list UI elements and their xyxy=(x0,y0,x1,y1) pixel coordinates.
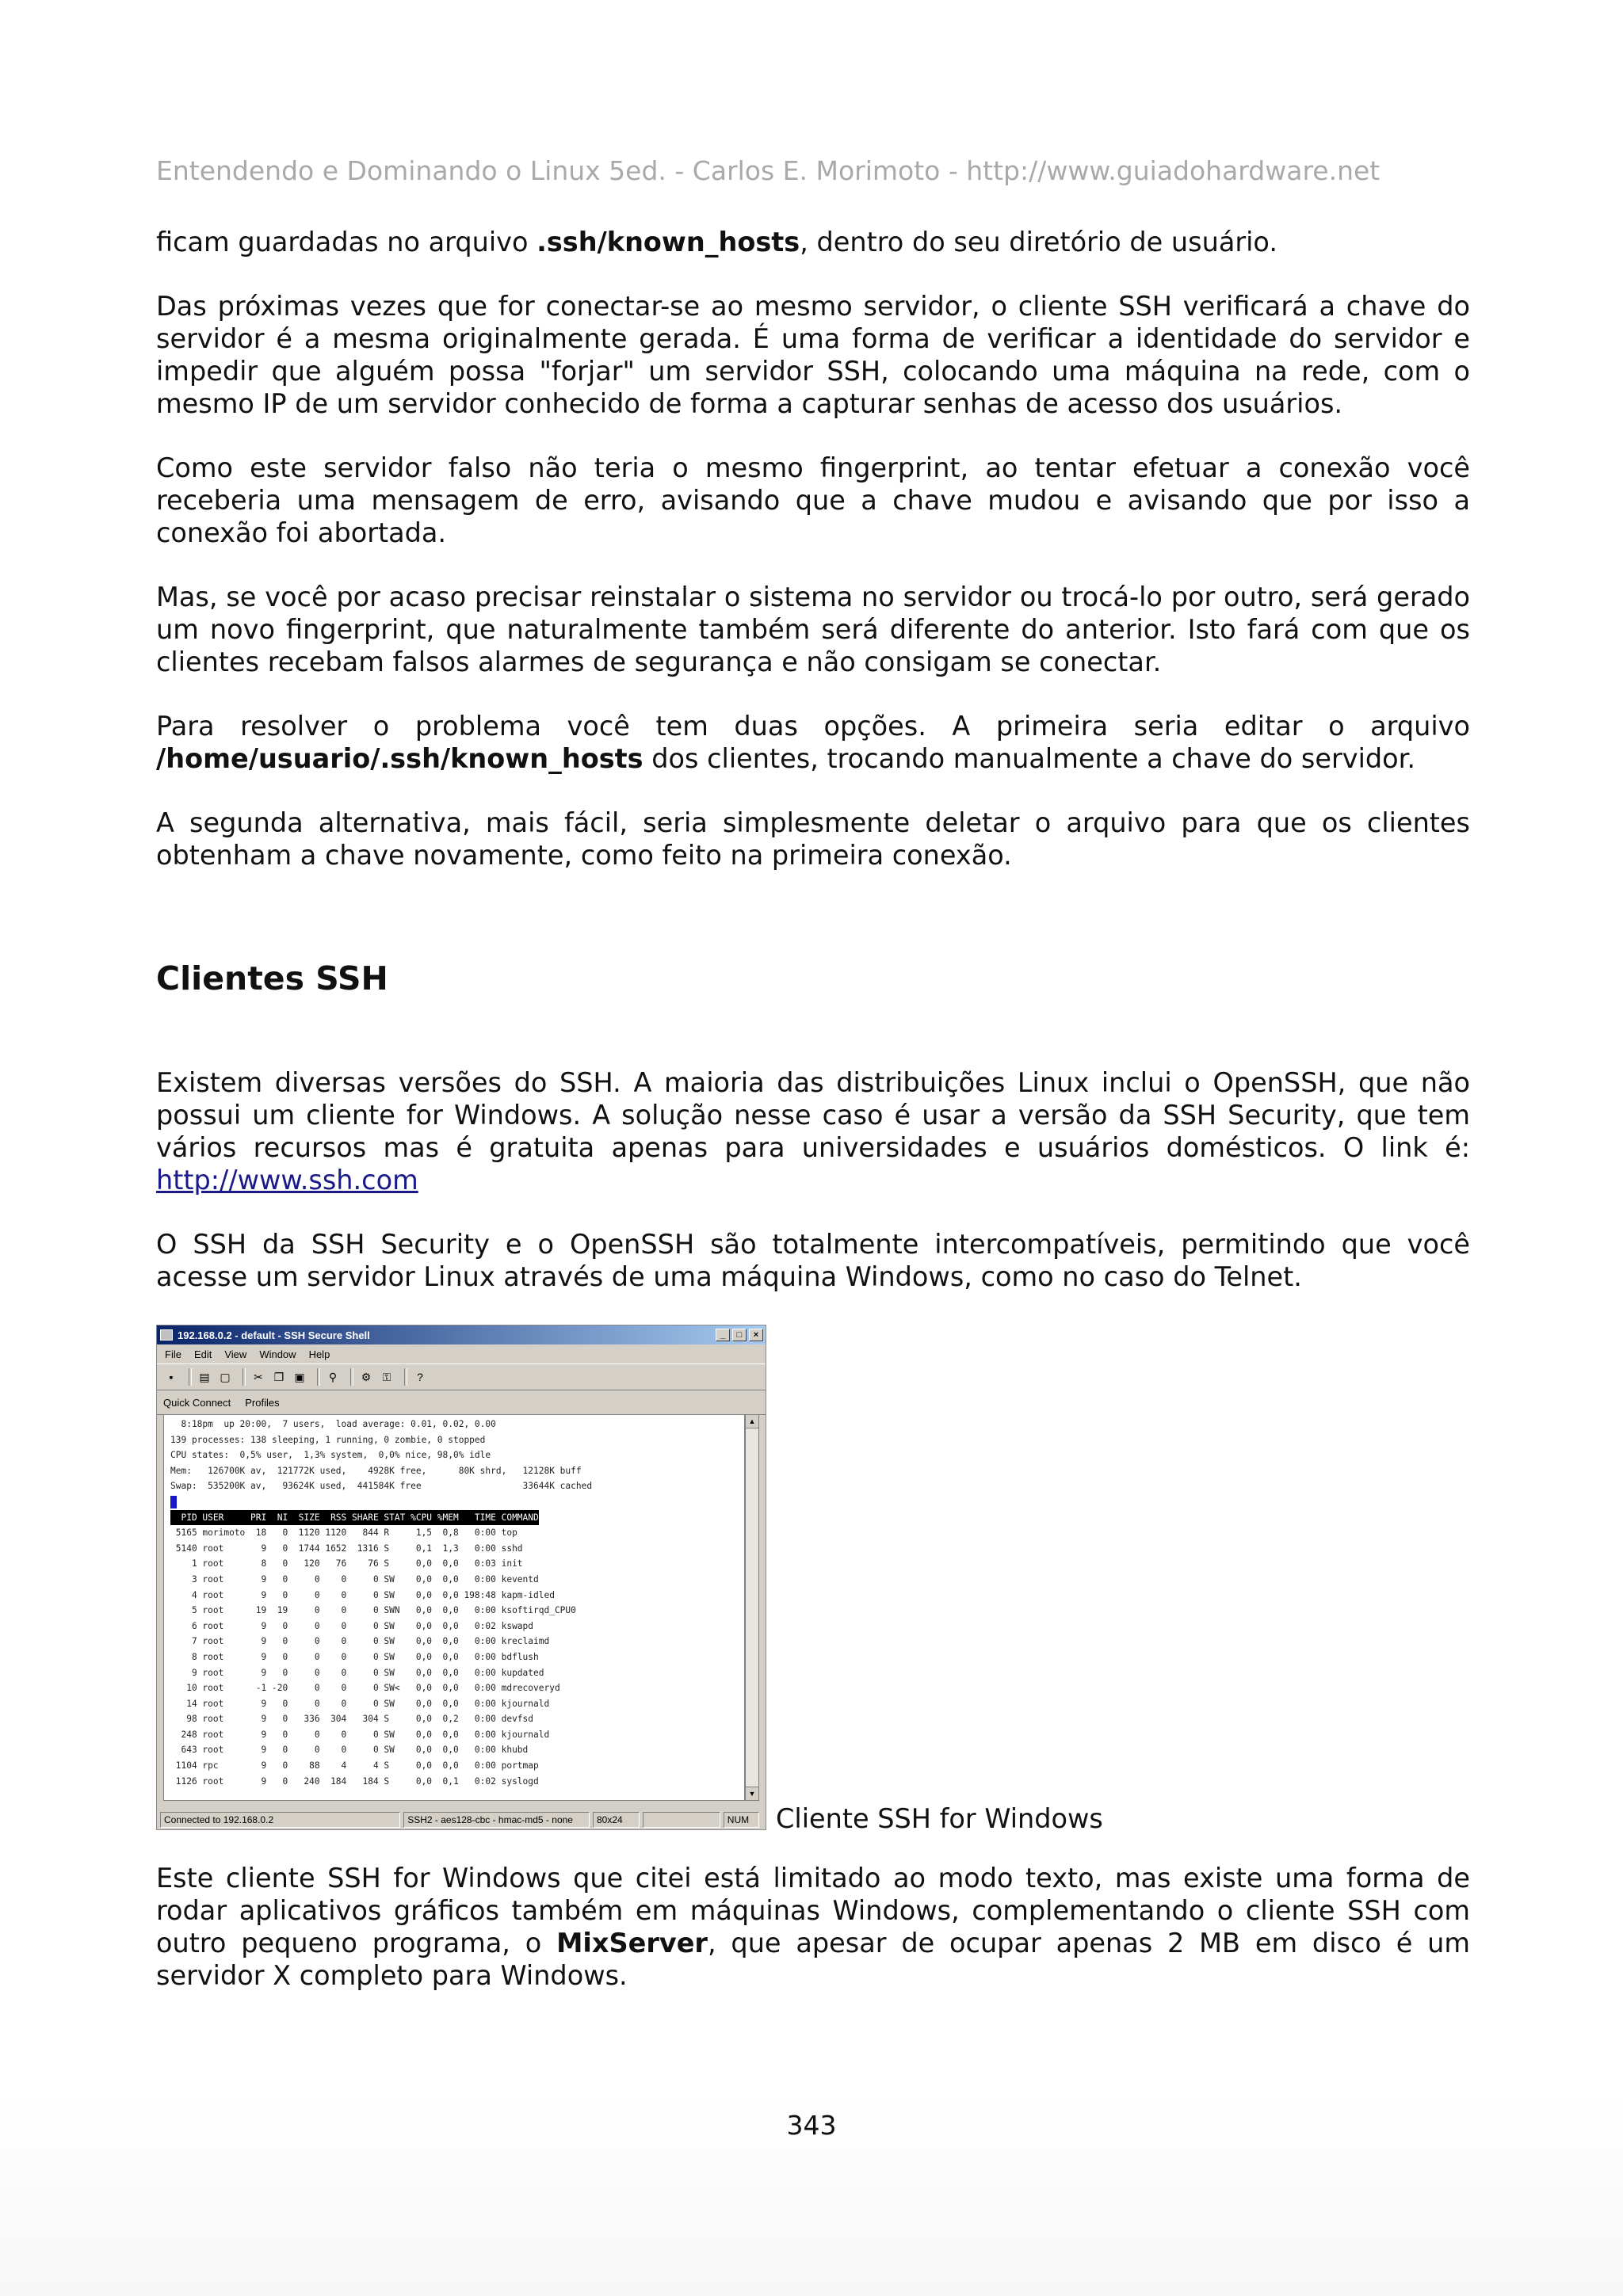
quick-connect-label: Quick Connect xyxy=(163,1396,231,1409)
terminal-cursor-line xyxy=(170,1494,744,1510)
cut-icon: ✂ xyxy=(254,1370,263,1383)
settings-icon: ⚙ xyxy=(361,1370,372,1383)
terminal-row: 9 root 9 0 0 0 0 SW 0,0 0,0 0:00 kupdated xyxy=(170,1667,544,1678)
terminal-row: 14 root 9 0 0 0 0 SW 0,0 0,0 0:00 kjournald xyxy=(170,1698,550,1709)
terminal-row: 5140 root 9 0 1744 1652 1316 S 0,1 1,3 0:00 sshd xyxy=(170,1543,523,1554)
page-number: 343 xyxy=(786,2110,837,2141)
terminal-row: 3 root 9 0 0 0 0 SW 0,0 0,0 0:00 keventd xyxy=(170,1573,539,1585)
profiles-label: Profiles xyxy=(245,1396,280,1409)
terminal-row: 1104 rpc 9 0 88 4 4 S 0,0 0,0 0:00 portmap xyxy=(170,1760,539,1772)
menu-view: View xyxy=(224,1348,247,1360)
terminal-row: 248 root 9 0 0 0 0 SW 0,0 0,0 0:00 kjournald xyxy=(170,1729,550,1740)
help-icon: ? xyxy=(417,1370,423,1383)
paragraph-2: Das próximas vezes que for conectar-se ao mesmo servidor, o cliente SSH verificará a chave do servidor é a mesma originalmente gerada. É uma forma de verificar a identidade do servidor e impedir que alguém possa "forjar" um servidor SSH, colocando uma máquina na rede, com o mesmo IP de um servidor conhecido de forma a capturar senhas de acesso dos usuários. xyxy=(156,291,1470,419)
paragraph-1: ficam guardadas no arquivo .ssh/known_hosts, dentro do seu diretório de usuário. xyxy=(156,227,1277,257)
close-icon: × xyxy=(749,1329,763,1341)
terminal-row: 1126 root 9 0 240 184 184 S 0,0 0,1 0:02 syslogd xyxy=(170,1775,539,1787)
window-statusbar xyxy=(157,1810,766,1829)
terminal-row: 5 root 19 19 0 0 0 SWN 0,0 0,0 0:00 ksoftirqd_CPU0 xyxy=(170,1605,576,1616)
cursor-icon xyxy=(170,1496,177,1508)
print-icon: ▤ xyxy=(199,1370,210,1383)
status-connected: Connected to 192.168.0.2 xyxy=(160,1812,400,1828)
terminal-row: 5165 morimoto 18 0 1120 1120 844 R 1,5 0,8 0:00 top xyxy=(170,1527,517,1539)
terminal-line: 8:18pm up 20:00, 7 users, load average: 0.01, 0.02, 0.00 xyxy=(170,1419,496,1429)
paragraph-3: Como este servidor falso não teria o mesmo fingerprint, ao tentar efetuar a conexão você receberia uma mensagem de erro, avisando que a chave mudou e avisando que por isso a conexão foi abortada. xyxy=(156,452,1470,548)
terminal-scrollbar xyxy=(745,1414,759,1801)
paragraph-5: Para resolver o problema você tem duas opções. A primeira seria editar o arquivo /home/usuario/.ssh/known_hosts dos clientes, trocando manualmente a chave do servidor. xyxy=(156,711,1470,774)
terminal-row: 8 root 9 0 0 0 0 SW 0,0 0,0 0:00 bdflush xyxy=(170,1651,539,1662)
minimize-icon: _ xyxy=(716,1329,730,1341)
terminal-line: Mem: 126700K av, 121772K used, 4928K free, 80K shrd, 12128K buff xyxy=(170,1465,582,1476)
figure-caption: Cliente SSH for Windows xyxy=(776,1803,1103,1834)
menu-file: File xyxy=(165,1348,181,1360)
ssh-window-screenshot xyxy=(156,1325,766,1830)
key-icon: ⚿ xyxy=(382,1370,391,1383)
maximize-icon: □ xyxy=(732,1329,747,1341)
page-content xyxy=(156,226,1470,2023)
running-header: Entendendo e Dominando o Linux 5ed. - Carlos E. Morimoto - http://www.guiadohardware.net xyxy=(156,155,1381,186)
ssh-com-link[interactable]: http://www.ssh.com xyxy=(156,1165,418,1196)
figure xyxy=(156,1325,1470,1834)
terminal-row: 7 root 9 0 0 0 0 SW 0,0 0,0 0:00 kreclaimd xyxy=(170,1636,550,1647)
status-empty xyxy=(643,1812,720,1828)
paste-icon: ▣ xyxy=(294,1370,305,1383)
terminal-row: 1 root 8 0 120 76 76 S 0,0 0,0 0:03 init xyxy=(170,1558,523,1569)
terminal-line: 139 processes: 138 sleeping, 1 running, 0 zombie, 0 stopped xyxy=(170,1434,486,1445)
scroll-down-icon: ▼ xyxy=(746,1787,758,1800)
status-size: 80x24 xyxy=(593,1812,640,1828)
paragraph-6: A segunda alternativa, mais fácil, seria simplesmente deletar o arquivo para que os clientes obtenham a chave novamente, como feito na primeira conexão. xyxy=(156,807,1470,871)
terminal-row: 10 root -1 -20 0 0 0 SW< 0,0 0,0 0:00 mdrecoveryd xyxy=(170,1683,560,1694)
status-num: NUM xyxy=(724,1812,759,1828)
terminal-line: CPU states: 0,5% user, 1,3% system, 0,0% nice, 98,0% idle xyxy=(170,1450,491,1461)
copy-icon: ❐ xyxy=(273,1370,285,1383)
menu-edit: Edit xyxy=(193,1348,212,1360)
terminal-row: 98 root 9 0 336 304 304 S 0,0 0,2 0:00 devfsd xyxy=(170,1714,534,1725)
menu-help: Help xyxy=(308,1348,330,1360)
terminal-table-header: PID USER PRI NI SIZE RSS SHARE STAT %CPU %MEM TIME COMMAND xyxy=(170,1510,539,1526)
paragraph-4: Mas, se você por acaso precisar reinstalar o sistema no servidor ou trocá-lo por outro, será gerado um novo fingerprint, que naturalmente também será diferente do anterior. Isto fará com que os clientes recebam falsos alarmes de segurança e não consigam se conectar. xyxy=(156,582,1470,677)
terminal-line: Swap: 535200K av, 93624K used, 441584K free 33644K cached xyxy=(170,1481,593,1492)
paragraph-7: Existem diversas versões do SSH. A maioria das distribuições Linux inclui o OpenSSH, que não possui um cliente for Windows. A solução nesse caso é usar a versão da SSH Security, que tem vários recursos mas é gratuita apenas para universidades e usuários domésticos. O link é: http://www.ssh.com xyxy=(156,1067,1470,1196)
terminal-row: 4 root 9 0 0 0 0 SW 0,0 0,0 198:48 kapm-idled xyxy=(170,1589,555,1600)
terminal-row: 6 root 9 0 0 0 0 SW 0,0 0,0 0:02 kswapd xyxy=(170,1620,534,1631)
profile-bar xyxy=(157,1390,766,1415)
window-titlebar xyxy=(157,1325,766,1344)
menu-window: Window xyxy=(259,1348,296,1360)
find-icon: ⚲ xyxy=(328,1370,338,1383)
section-heading: Clientes SSH xyxy=(156,959,388,997)
status-cipher: SSH2 - aes128-cbc - hmac-md5 - none xyxy=(403,1812,590,1828)
window-title: 192.168.0.2 - default - SSH Secure Shell xyxy=(178,1329,370,1341)
preview-icon: ▢ xyxy=(220,1370,231,1383)
scroll-up-icon: ▲ xyxy=(746,1415,758,1428)
terminal-output xyxy=(163,1414,745,1801)
save-icon: ▪ xyxy=(169,1370,174,1383)
terminal-row: 643 root 9 0 0 0 0 SW 0,0 0,0 0:00 khubd xyxy=(170,1745,529,1756)
paragraph-9: Este cliente SSH for Windows que citei está limitado ao modo texto, mas existe uma forma de rodar aplicativos gráficos também em máquinas Windows, complementando o cliente SSH com outro pequeno programa, o MixServer, que apesar de ocupar apenas 2 MB em disco é um servidor X completo para Windows. xyxy=(156,1863,1470,1991)
paragraph-8: O SSH da SSH Security e o OpenSSH são totalmente intercompatíveis, permitindo que você acesse um servidor Linux através de uma máquina Windows, como no caso do Telnet. xyxy=(156,1229,1470,1292)
